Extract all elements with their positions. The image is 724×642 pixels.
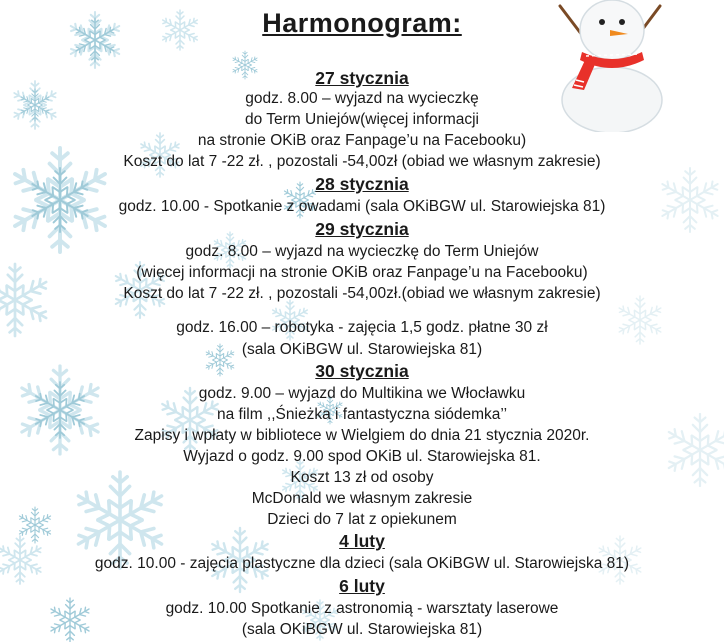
event-line: (więcej informacji na stronie OKiB oraz Fanpage’u na Facebooku)	[136, 264, 588, 281]
event-line: na film ,,Śnieżka i fantastyczna siódemka’’	[216, 406, 508, 423]
event-line: Zapisy i wpłaty w bibliotece w Wielgiem do dnia 21 stycznia 2020r.	[134, 427, 590, 444]
event-line: godz. 16.00 – robotyka - zajęcia 1,5 godz. płatne 30 zł	[176, 319, 548, 336]
event-line: na stronie OKiB oraz Fanpage’u na Facebooku)	[197, 132, 527, 149]
event-line: godz. 8.00 – wyjazd na wycieczkę do Term Uniejów	[185, 243, 539, 260]
event-date: 6 luty	[339, 576, 385, 596]
event-line: Koszt 13 zł od osoby	[290, 469, 434, 486]
page-title: Harmonogram:	[262, 8, 462, 38]
event-line: do Term Uniejów(więcej informacji	[244, 111, 479, 128]
event-line: (sala OKiBGW ul. Starowiejska 81)	[241, 341, 483, 358]
event-date: 4 luty	[339, 531, 385, 551]
event-date: 29 stycznia	[315, 219, 409, 239]
event-line: godz. 10.00 Spotkanie z astronomią - warsztaty laserowe	[165, 600, 559, 617]
event-line: Dzieci do 7 lat z opiekunem	[267, 511, 457, 528]
event-line: godz. 10.00 - Spotkanie z owadami (sala OKiBGW ul. Starowiejska 81)	[118, 198, 606, 215]
event-line: godz. 9.00 – wyjazd do Multikina we Włocławku	[198, 385, 526, 402]
event-line: Wyjazd o godz. 9.00 spod OKiB ul. Starowiejska 81.	[183, 448, 541, 465]
event-line: godz. 8.00 – wyjazd na wycieczkę	[245, 90, 479, 107]
event-line: Koszt do lat 7 -22 zł. , pozostali -54,00zł (obiad we własnym zakresie)	[123, 153, 601, 170]
event-date: 28 stycznia	[315, 174, 409, 194]
event-line: McDonald we własnym zakresie	[251, 490, 473, 507]
event-line: Koszt do lat 7 -22 zł. , pozostali -54,00zł.(obiad we własnym zakresie)	[123, 285, 601, 302]
event-date: 30 stycznia	[315, 361, 409, 381]
event-line: (sala OKiBGW ul. Starowiejska 81)	[241, 621, 483, 638]
event-line: godz. 10.00 - zajęcia plastyczne dla dzieci (sala OKiBGW ul. Starowiejska 81)	[94, 555, 630, 572]
event-date: 27 stycznia	[315, 68, 409, 88]
